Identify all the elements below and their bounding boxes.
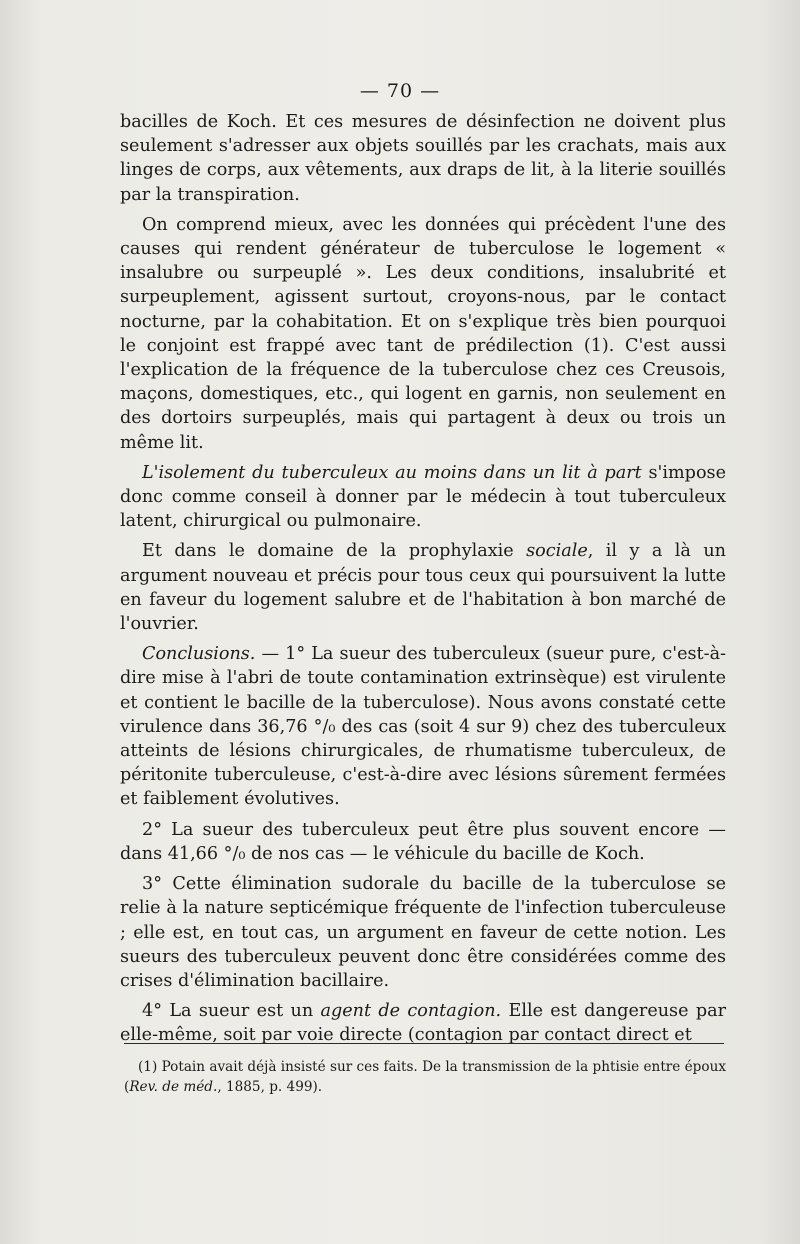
conclusion-3: [120, 872, 726, 993]
footnote: [124, 1057, 726, 1097]
conclusion-2: [120, 818, 726, 866]
paragraph-1: [120, 110, 726, 207]
main-text: [120, 110, 726, 1054]
paragraph-text: Elle est dangereuse par elle-même, soit par voie directe (contagion par contact direct et: [120, 1001, 726, 1046]
paragraph-text: 2° La sueur des tuberculeux peut être plus souvent encore — dans 41,66 °/₀ de nos cas — le véhicule du bacille de Koch.: [120, 819, 726, 864]
paragraph-2: [120, 213, 726, 455]
paragraph-text: bacilles de Koch. Et ces mesures de désinfection ne doivent plus seulement s'adresser aux objets souillés par les crachats, mais aux linges de corps, aux vêtements, aux draps de lit, à la literie souillés par la transpiration.: [120, 112, 726, 205]
conclusions-heading: Conclusions.: [142, 644, 256, 665]
conclusion-1: [120, 642, 726, 811]
page-number: — 70 —: [359, 80, 441, 102]
paragraph-text: 4° La sueur est un: [142, 1001, 321, 1022]
paragraph-text: 3° Cette élimination sudorale du bacille de la tuberculose se relie à la nature septicémique fréquente de l'infection tuberculeuse ; elle est, en tout cas, un argument en faveur de cette notion. Les sueurs des tuberculeux peuvent donc être considérées comme des crises d'élimination bacillaire.: [120, 874, 726, 991]
conclusion-4: [120, 999, 726, 1047]
paragraph-3: [120, 461, 726, 534]
paragraph-text: — 1° La sueur des tuberculeux (sueur pure, c'est-à-dire mise à l'abri de toute contamination extrinsèque) est virulente et contient le bacille de la tuberculose). Nous avons constaté cette virulence dans 36,76 °/₀ des cas (soit 4 sur 9) chez des tuberculeux atteints de lésions chirurgicales, de rhumatisme tuberculeux, de péritonite tuberculeuse, c'est-à-dire avec lésions sûrement fermées et faiblement évolutives.: [120, 644, 726, 810]
footnote-journal: Rev. de méd.: [129, 1079, 218, 1095]
footnote-text: (1) Potain avait déjà insisté sur ces faits. De la transmission de la phtisie entre époux (: [124, 1059, 726, 1095]
paragraph-text: , il y a là un argument nouveau et précis pour tous ceux qui poursuivent la lutte en faveur du logement salubre et de l'habitation à bon marché de l'ouvrier.: [120, 541, 726, 635]
footnote-text: , 1885, p. 499).: [217, 1079, 323, 1095]
paragraph-4: [120, 539, 726, 636]
italic-phrase: agent de contagion.: [320, 1001, 502, 1022]
paragraph-text: On comprend mieux, avec les données qui précèdent l'une des causes qui rendent générateur de tuberculose le logement « insalubre ou surpeuplé ». Les deux conditions, insalubrité et surpeuplement, agissent surtout, croyons-nous, par le contact nocturne, par la cohabitation. Et on s'explique très bien pourquoi le conjoint est frappé avec tant de prédilection (1). C'est aussi l'explication de la fréquence de la tuberculose chez ces Creusois, maçons, domestiques, etc., qui logent en garnis, non seulement en des dortoirs surpeuplés, mais qui partagent à deux ou trois un même lit.: [120, 214, 726, 453]
paragraph-text: s'impose donc comme conseil à donner par le médecin à tout tuberculeux latent, chirurgical ou pulmonaire.: [120, 462, 726, 532]
footnote-divider: [124, 1043, 724, 1044]
italic-word: sociale: [526, 541, 588, 562]
paragraph-text: Et dans le domaine de la prophylaxie: [142, 541, 527, 562]
italic-phrase: L'isolement du tuberculeux au moins dans un lit à part: [142, 462, 642, 483]
